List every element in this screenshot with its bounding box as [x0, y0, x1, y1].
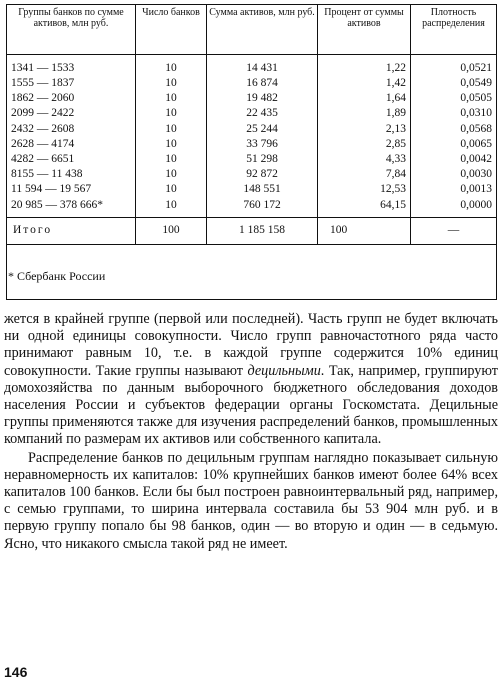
cell-group: 20 985 — 378 666* [11, 198, 103, 211]
cell-assets: 760 172 [207, 198, 318, 218]
cell-density: 0,0505 [411, 91, 497, 106]
cell-density: 0,0568 [411, 122, 497, 137]
bank-distribution-table [6, 4, 497, 300]
cell-density: 0,0549 [411, 76, 497, 91]
table-row [7, 152, 496, 167]
cell-assets: 14 431 [207, 55, 318, 77]
cell-group: 2628 — 4174 [11, 137, 75, 150]
cell-percent: 1,22 [318, 55, 411, 77]
cell-count: 10 [136, 55, 207, 77]
body-text [4, 311, 498, 553]
decile-table [7, 5, 496, 245]
cell-percent: 7,84 [318, 167, 411, 182]
table-row [7, 107, 496, 122]
cell-group: 2432 — 2608 [11, 122, 75, 135]
header-bank-count: Число банков [136, 5, 207, 55]
table-row [7, 91, 496, 106]
cell-percent: 1,89 [318, 107, 411, 122]
header-asset-sum: Сумма активов, млн руб. [207, 5, 318, 55]
table-header-row [7, 5, 496, 55]
cell-assets: 51 298 [207, 152, 318, 167]
table-row [7, 198, 496, 218]
cell-group: 1862 — 2060 [11, 92, 75, 105]
table-row [7, 137, 496, 152]
header-asset-percent: Процент от суммы активов [318, 5, 411, 55]
paragraph: Распределение банков по децильным группам наглядно показывает сильную неравномерность их капиталов: 10% крупнейших банков имеют более 64% всех капиталов 100 банков. Если бы был построен равноинтервальный ряд, например, с семью группами, то ширина интервала составила бы 53 904 млн руб. и в первую группу попало бы 98 банков, один — во вторую и один — в седьмую. Ясно, что никакого смысла такой ряд не имеет. [4, 449, 498, 552]
cell-count: 10 [136, 198, 207, 218]
page-number: 146 [4, 664, 28, 680]
cell-assets: 22 435 [207, 107, 318, 122]
table-total-row [7, 217, 496, 244]
cell-density: 0,0310 [411, 107, 497, 122]
cell-group: 4282 — 6651 [11, 152, 75, 165]
cell-count: 10 [136, 167, 207, 182]
cell-count: 10 [136, 107, 207, 122]
table-row [7, 183, 496, 198]
cell-density: 0,0030 [411, 167, 497, 182]
paragraph-text: жется в крайней группе (первой или последней). Часть групп не будет включать ни одной единицы совокупности. Число групп равночастотного ряда часто принимают равным 10, т.е. в каждой группе содержится 10% единиц совокупности. Такие группы называют [4, 311, 498, 379]
cell-percent: 4,33 [318, 152, 411, 167]
cell-density: 0,0042 [411, 152, 497, 167]
total-percent: 100 [318, 217, 411, 244]
table-row [7, 55, 496, 77]
cell-density: 0,0000 [411, 198, 497, 218]
cell-count: 10 [136, 122, 207, 137]
cell-group: 8155 — 11 438 [11, 168, 83, 181]
cell-assets: 19 482 [207, 91, 318, 106]
cell-assets: 148 551 [207, 183, 318, 198]
cell-percent: 64,15 [318, 198, 411, 218]
cell-count: 10 [136, 183, 207, 198]
cell-count: 10 [136, 76, 207, 91]
term-emphasis: децильными [247, 362, 321, 379]
table-row [7, 76, 496, 91]
cell-count: 10 [136, 91, 207, 106]
table-footnote: * Сбербанк России [8, 269, 106, 283]
cell-density: 0,0065 [411, 137, 497, 152]
cell-count: 10 [136, 152, 207, 167]
total-label: Итого [7, 217, 136, 244]
cell-percent: 1,64 [318, 91, 411, 106]
header-distribution-density: Плотность распределения [411, 5, 497, 55]
cell-density: 0,0013 [411, 183, 497, 198]
cell-percent: 1,42 [318, 76, 411, 91]
total-density: — [411, 217, 497, 244]
cell-count: 10 [136, 137, 207, 152]
cell-percent: 12,53 [318, 183, 411, 198]
cell-group: 2099 — 2422 [11, 107, 75, 120]
table-row [7, 122, 496, 137]
table-row [7, 167, 496, 182]
cell-assets: 25 244 [207, 122, 318, 137]
cell-percent: 2,85 [318, 137, 411, 152]
cell-group: 11 594 — 19 567 [11, 183, 92, 196]
paragraph-text: . Так, например, группируют домохозяйства по данным выборочного бюджетного обследования доходов населения России и субъектов федерации органы Госкомстата. Децильные группы применяются также для изучения распределений банков, промышленных компаний по размерам их активов или собственного капитала. [4, 362, 498, 448]
paragraph [4, 311, 498, 449]
cell-percent: 2,13 [318, 122, 411, 137]
cell-group: 1341 — 1533 [11, 61, 75, 74]
cell-assets: 92 872 [207, 167, 318, 182]
total-assets: 1 185 158 [207, 217, 318, 244]
total-count: 100 [136, 217, 207, 244]
header-bank-groups: Группы банков по сумме активов, млн руб. [7, 5, 136, 55]
cell-group: 1555 — 1837 [11, 77, 75, 90]
cell-density: 0,0521 [411, 55, 497, 77]
cell-assets: 33 796 [207, 137, 318, 152]
cell-assets: 16 874 [207, 76, 318, 91]
